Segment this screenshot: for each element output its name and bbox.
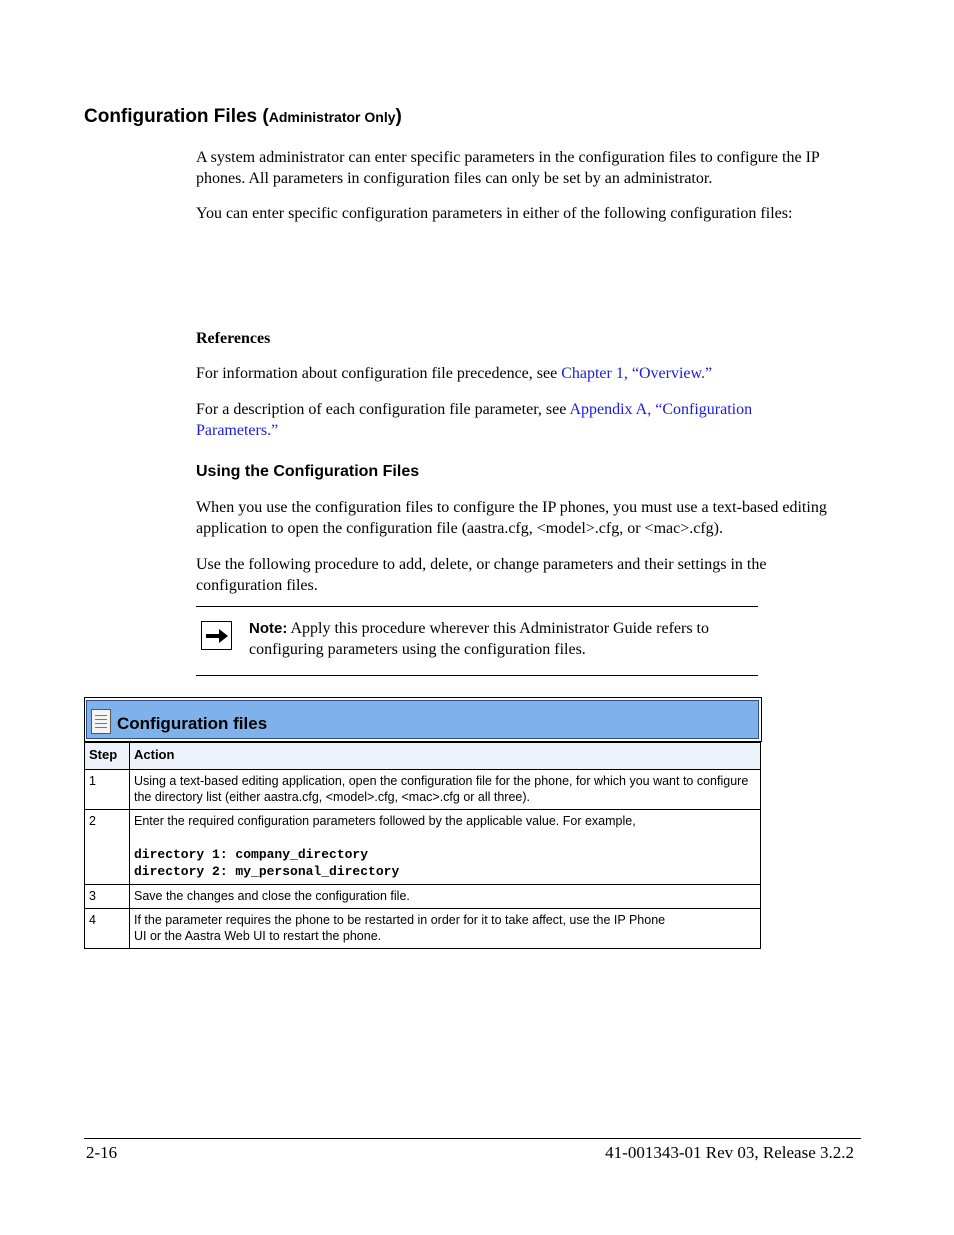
references-text-1: For information about configuration file precedence, see — [196, 365, 562, 382]
page-number: 2-16 — [86, 1143, 118, 1162]
note-label: Note: — [249, 620, 288, 637]
note-text — [249, 618, 759, 660]
step-action-cell — [130, 810, 761, 885]
note-top-rule — [196, 606, 758, 607]
code-line-2: directory 2: my_personal_directory — [134, 864, 400, 879]
table-row — [85, 770, 761, 810]
references-title: References — [196, 330, 271, 347]
procedure-title: Configuration files — [117, 714, 268, 733]
arrow-right-icon — [201, 621, 232, 650]
procedure-table — [84, 742, 761, 949]
step-action: Save the changes and close the configuration file. — [130, 885, 761, 909]
heading-main: Configuration Files ( — [84, 106, 269, 127]
using-paragraph-1: When you use the configuration files to configure the IP phones, you must use a text-based editing application to open the configuration file (aastra.cfg, <model>.cfg, or <mac>.cfg). — [196, 499, 827, 537]
step-number: 3 — [85, 885, 130, 909]
using-title: Using the Configuration Files — [196, 463, 420, 480]
references-text-2: For a description of each configuration file parameter, see — [196, 401, 570, 418]
section-heading — [84, 106, 402, 128]
step-action: Enter the required configuration parameters followed by the applicable value. For example, — [134, 814, 636, 828]
references-paragraph-2 — [196, 400, 816, 441]
step-number: 2 — [85, 810, 130, 885]
procedure-title-bar — [86, 700, 759, 739]
step-action: If the parameter requires the phone to be restarted in order for it to take affect, use the IP Phone UI or the Aastra Web UI to restart the phone. — [130, 909, 761, 949]
appendix-a-link[interactable]: Appendix A, “Configuration Parameters.” — [196, 401, 753, 439]
table-row — [85, 885, 761, 909]
step-action: Using a text-based editing application, open the configuration file for the phone, for which you want to configure the directory list (either aastra.cfg, <model>.cfg, <mac>.cfg or all three). — [130, 770, 761, 810]
chapter-1-link[interactable]: Chapter 1, “Overview.” — [561, 365, 713, 382]
code-line-1: directory 1: company_directory — [134, 847, 369, 862]
document-icon — [91, 709, 111, 734]
intro-paragraph-1: A system administrator can enter specific parameters in the configuration files to configure the IP phones. All parameters in configuration files can only be set by an administrator. — [196, 149, 820, 187]
heading-qualifier: Administrator Only — [268, 109, 396, 125]
column-header-action: Action — [130, 743, 761, 770]
using-paragraph-2: Use the following procedure to add, delete, or change parameters and their settings in the configuration files. — [196, 556, 767, 594]
heading-close: ) — [395, 106, 402, 127]
table-row — [85, 909, 761, 949]
note-body: Apply this procedure wherever this Administrator Guide refers to configuring parameters using the configuration files. — [249, 620, 709, 658]
step-number: 4 — [85, 909, 130, 949]
footer-rule — [84, 1138, 861, 1139]
document-id: 41-001343-01 Rev 03, Release 3.2.2 — [605, 1143, 854, 1162]
step-number: 1 — [85, 770, 130, 810]
table-header-row — [85, 743, 761, 770]
column-header-step: Step — [85, 743, 130, 770]
table-row — [85, 810, 761, 885]
intro-paragraph-2: You can enter specific configuration parameters in either of the following configuration files: — [196, 205, 793, 222]
note-bottom-rule — [196, 675, 758, 676]
references-paragraph-1 — [196, 364, 856, 385]
